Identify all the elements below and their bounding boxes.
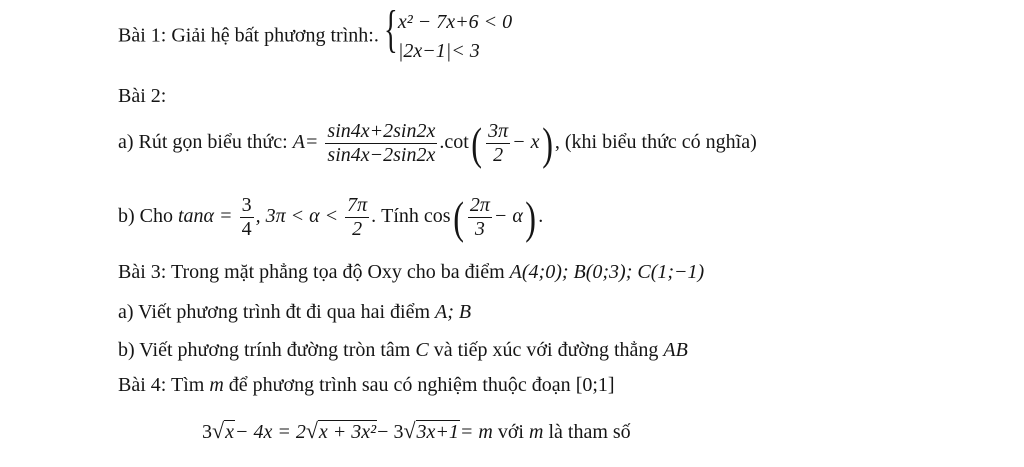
bai3b-AB: AB [663,339,688,361]
sqrt-x-radicand: x [225,421,234,443]
bai2b-tan-den: 4 [241,218,252,240]
bai2b-end: . [538,205,544,228]
sqrt-x-3x2 [306,420,377,442]
bai2-label-line [118,86,166,106]
bai2a-minus-x: − x [512,131,540,154]
paren-close-icon: ) [541,117,553,169]
paren-open-icon: ( [471,117,482,169]
sqrt-x [212,420,235,442]
bai2a-numerator: sin4x+2sin2x [327,120,436,142]
bai2a-prefix: a) Rút gọn biểu thức: [118,131,288,154]
bai2-label: Bài 2: [118,85,167,107]
bai4-tail: là tham số [548,421,631,443]
bai2b-cos: cos [423,205,451,228]
bai3-points: A(4;0); B(0;3); C(1;−1) [509,261,705,283]
bai2b-line [118,191,544,243]
bai2b-cond-fraction [345,194,369,241]
bai2b-tan: tanα = [178,205,233,228]
bai2a-inner-fraction [486,120,510,167]
bai4-eq-mid: − 4x = 2 [234,421,306,443]
sqrt-3x-1 [403,420,459,442]
bai4-label: Bài 4: [118,374,167,396]
bai4-eq-mid2: − 3 [377,421,404,443]
bai2b-cos-fraction [468,194,492,241]
bai1-eq1: x² − 7x+6 < 0 [397,11,513,33]
bai1-label: Bài 1: [118,24,167,47]
radical-icon: √ [305,418,318,443]
bai2b-tan-fraction [240,194,254,241]
bai1-system [383,1,513,66]
bai4-equation-line [202,420,631,442]
bai2a-suffix: , (khi biểu thức có nghĩa) [554,131,757,154]
bai2b-cond-den: 2 [352,218,363,240]
bai1-text: Giải hệ bất phương trình:. [171,24,379,47]
bai2b-tan-num: 3 [241,194,252,216]
bai4-eq-3: 3 [202,421,212,443]
bai2a-inner-num: 3π [488,120,509,142]
bai4-text: Tìm [170,374,205,396]
bai4-text2: để phương trình sau có nghiệm thuộc đoạn [228,374,571,396]
radical-icon: √ [212,418,225,443]
bai3a-text: a) Viết phương trình đt đi qua hai điểm [118,301,431,323]
bai2a-cot: .cot [439,131,469,154]
sqrt-3x-1-radicand: 3x+1 [416,421,459,443]
bai3a-line [118,302,471,322]
bai4-m: m [209,374,224,396]
bai1-line [118,1,513,66]
bai3b-line [118,340,688,360]
bai2b-minus-alpha: − α [493,205,523,228]
bai1-eq2: |2x−1|< 3 [397,40,480,62]
bai2a-inner-den: 2 [493,144,504,166]
paren-open-icon: ( [452,191,464,243]
bai4-voi: với [497,421,524,443]
bai3a-points: A; B [435,301,472,323]
bai4-eq-end: = m [459,421,493,443]
bai2b-cos-num: 2π [469,194,490,216]
bai2b-prefix: b) Cho [118,205,173,228]
bai3b-C: C [415,339,429,361]
paren-close-icon: ) [525,191,536,243]
bai2b-tinh: . Tính [371,205,419,228]
bai2b-cos-den: 3 [474,218,485,240]
bai4-interval: [0;1] [575,374,615,396]
brace-icon: { [383,1,398,58]
bai2b-condition: , 3π < α < [255,205,339,228]
bai4-m2: m [529,421,544,443]
bai3-text: Trong mặt phẳng tọa độ Oxy cho ba điểm [170,261,505,283]
bai3b-text2: và tiếp xúc với đường thẳng [433,339,659,361]
radical-icon: √ [403,418,416,443]
bai4-line [118,375,615,395]
bai2b-cond-num: 7π [347,194,368,216]
bai2a-A: A= [292,131,319,154]
bai3-line [118,262,704,282]
bai2a-denominator: sin4x−2sin2x [327,144,436,166]
bai2a-fraction [325,120,437,167]
bai3-label: Bài 3: [118,261,167,283]
bai3b-text: b) Viết phương trính đường tròn tâm [118,339,411,361]
sqrt-x-3x2-radicand: x + 3x² [318,421,377,443]
bai2a-line [118,117,757,169]
